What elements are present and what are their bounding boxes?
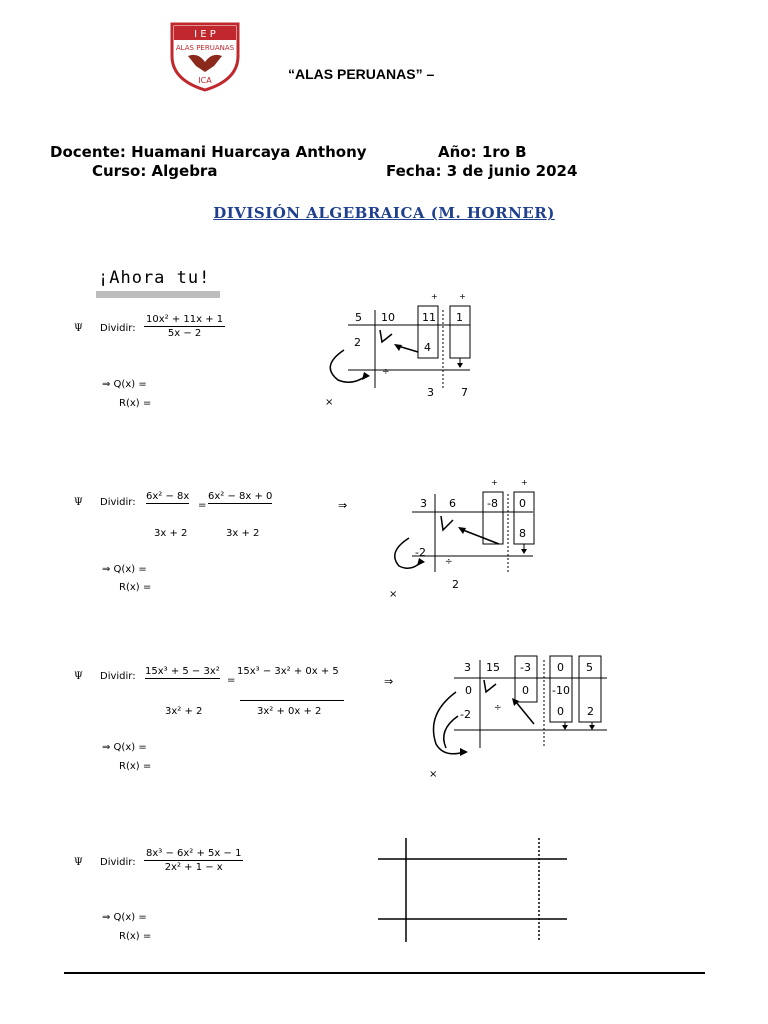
remainder-cell: 7 [461,386,468,399]
ahora-tu-heading: ¡Ahora tu! [98,268,211,288]
product-cell: 8 [519,527,526,540]
coef-cell: 0 [519,497,526,510]
fraction-3b-den: 3x² + 0x + 2 [257,706,322,717]
plus-sign: + [431,292,438,301]
product-cell: 0 [522,684,529,697]
equals-sign: = [227,675,236,686]
fraction-1-num: 10x² + 11x + 1 [146,314,224,325]
coef-cell: 6 [449,497,456,510]
divide-sign: ÷ [445,557,453,567]
quotient-cell: 3 [427,386,434,399]
coef-cell: 1 [456,311,463,324]
equals-sign: = [198,500,207,511]
year-label: Año: 1ro B [438,143,527,161]
horner-scheme-2 [385,476,545,602]
fraction-2-den: 3x + 2 [154,528,188,539]
footer-divider [64,972,705,974]
divisor-cell: 3 [464,661,471,674]
fraction-3-num: 15x³ + 5 − 3x² [145,666,220,677]
page-title: DIVISIÓN ALGEBRAICA (M. HORNER) [213,204,555,222]
curve-arrow-icon [434,692,465,754]
bullet-icon: Ψ [74,857,83,868]
check-arrow-icon [441,516,453,530]
curve-arrow-icon [444,716,458,748]
product-cell: -10 [552,684,570,697]
horner-scheme-1 [320,288,480,413]
fraction-3b-num: 15x³ − 3x² + 0x + 5 [237,666,339,677]
quotient-label-1: ⇒ Q(x) = [102,379,147,390]
bullet-icon: Ψ [74,497,83,508]
plus-sign: + [459,292,466,301]
dividir-label: Dividir: [100,857,136,868]
coef-cell: -8 [487,497,498,510]
logo-bottom-text: ICA [198,76,212,85]
dividir-label: Dividir: [100,497,136,508]
fraction-1 [144,314,225,339]
quotient-label-4: ⇒ Q(x) = [102,912,147,923]
horner-scheme-3 [424,652,614,782]
divisor-cell: -2 [415,546,426,559]
product-cell: 0 [557,705,564,718]
diag-arrow-icon [516,702,534,724]
times-sign: × [325,397,334,408]
coef-cell: 0 [557,661,564,674]
curve-arrow-icon [330,350,366,382]
dividir-label: Dividir: [100,323,136,334]
product-cell: 2 [587,705,594,718]
fraction-4 [144,848,243,873]
quotient-label-3: ⇒ Q(x) = [102,742,147,753]
divisor-cell: -2 [460,708,471,721]
logo-mid-text: ALAS PERUANAS [175,44,235,52]
diag-arrow-icon [463,530,499,544]
plus-sign: + [491,478,498,487]
remainder-label-4: R(x) = [119,931,152,942]
divisor-cell: 0 [465,684,472,697]
ahora-underline [96,291,220,298]
remainder-label-1: R(x) = [119,398,152,409]
fraction-2b-num: 6x² − 8x + 0 [208,491,273,502]
fraction-1-den: 5x − 2 [167,328,202,339]
divide-sign: ÷ [382,367,390,377]
coef-cell: -3 [520,661,531,674]
coef-cell: 11 [422,311,436,324]
times-sign: × [389,589,398,600]
fraction-3b-bar [240,700,344,701]
implies-arrow: ⇒ [384,675,394,688]
fraction-3-den: 3x² + 2 [165,706,203,717]
logo-top-text: I E P [194,29,216,40]
remainder-label-3: R(x) = [119,761,152,772]
fraction-2-num: 6x² − 8x [146,491,190,502]
horner-scheme-blank [376,836,571,946]
bullet-icon: Ψ [74,323,83,334]
date-label: Fecha: 3 de junio 2024 [386,162,578,180]
coef-cell: 5 [586,661,593,674]
remainder-label-2: R(x) = [119,582,152,593]
fraction-4-den: 2x² + 1 − x [164,862,223,873]
fraction-2b-den: 3x + 2 [226,528,260,539]
bullet-icon: Ψ [74,671,83,682]
plus-sign: + [521,478,528,487]
product-cell: 4 [424,341,431,354]
check-arrow-icon [380,330,392,342]
coef-cell: 10 [381,311,395,324]
divisor-cell: 3 [420,497,427,510]
implies-arrow: ⇒ [338,499,348,512]
quotient-label-2: ⇒ Q(x) = [102,564,147,575]
teacher-label: Docente: Huamani Huarcaya Anthony [50,143,367,161]
dividir-label: Dividir: [100,671,136,682]
divisor-cell: 5 [355,311,362,324]
times-sign: × [429,769,438,780]
quotient-cell: 2 [452,578,459,591]
divide-sign: ÷ [494,703,502,713]
school-logo [168,22,242,92]
check-arrow-icon [484,680,496,692]
coef-cell: 15 [486,661,500,674]
course-label: Curso: Algebra [92,162,218,180]
school-name: “ALAS PERUANAS” – [288,66,435,82]
divisor-cell: 2 [354,336,361,349]
fraction-4-num: 8x³ − 6x² + 5x − 1 [146,848,242,859]
